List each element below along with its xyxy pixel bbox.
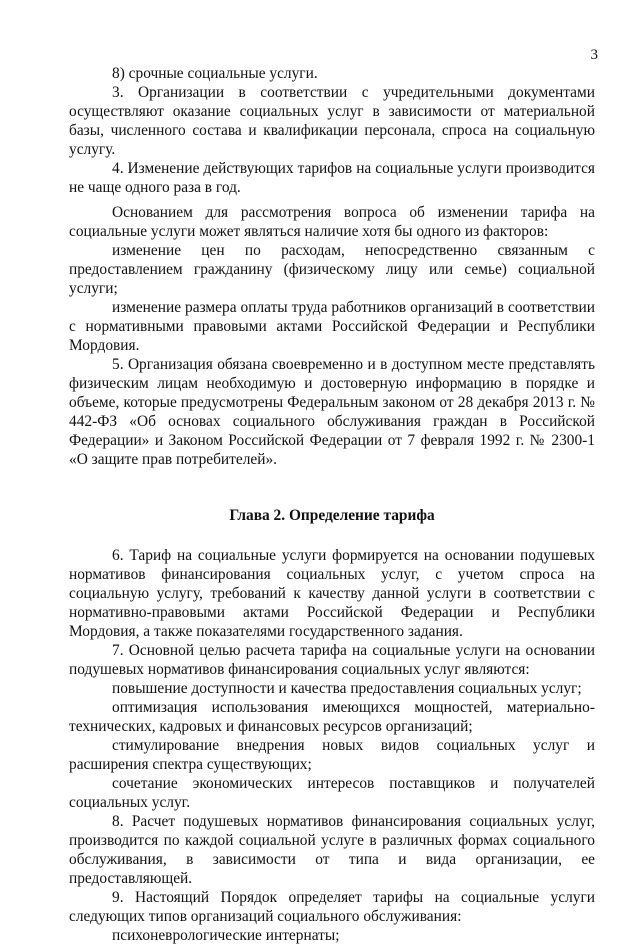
paragraph-goal-interests: сочетание экономических интересов поставщиков и получателей социальных услуг.: [69, 775, 595, 811]
page-number: 3: [590, 47, 598, 63]
document-body: [69, 64, 595, 945]
paragraph-item-8: 8) срочные социальные услуги.: [112, 65, 318, 82]
chapter-heading: Глава 2. Определение тарифа: [229, 507, 435, 524]
paragraph-section-7: 7. Основной целью расчета тарифа на социальные услуги на основании подушевых нормативов финансирования социальных услуг являются:: [69, 642, 595, 678]
paragraph-section-6: 6. Тариф на социальные услуги формируется на основании подушевых нормативов финансирования социальных услуг, с учетом спроса на социальную услугу, требований к качеству данной услуги в соответствии с нормативно-правовыми актами Российской Федерации и Республики Мордовия, а также показателями государственного задания.: [69, 547, 595, 640]
paragraph-section-3: 3. Организации в соответствии с учредительными документами осуществляют оказание социальных услуг в зависимости от материальной базы, численного состава и квалификации персонала, спроса на социальную услугу.: [69, 84, 595, 158]
paragraph-factor-prices: изменение цен по расходам, непосредственно связанным с предоставлением гражданину (физическому лицу или семье) социальной услуги;: [69, 242, 595, 297]
paragraph-grounds: Основанием для рассмотрения вопроса об изменении тарифа на социальные услуги может являться наличие хотя бы одного из факторов:: [69, 204, 595, 240]
paragraph-goal-accessibility: повышение доступности и качества предоставления социальных услуг;: [112, 680, 582, 697]
paragraph-section-4: 4. Изменение действующих тарифов на социальные услуги производится не чаще одного раза в год.: [69, 160, 595, 196]
paragraph-organization-type: психоневрологические интернаты;: [112, 927, 340, 944]
paragraph-goal-stimulation: стимулирование внедрения новых видов социальных услуг и расширения спектра существующих;: [69, 737, 595, 773]
paragraph-section-5: 5. Организация обязана своевременно и в доступном месте представлять физическим лицам необходимую и достоверную информацию в порядке и объеме, которые предусмотрены Федеральным законом от 28 декабря 2013 г. № 442-ФЗ «Об основах социального обслуживания граждан в Российской Федерации» и Законом Российской Федерации от 7 февраля 1992 г. № 2300-1 «О защите прав потребителей».: [69, 356, 595, 468]
paragraph-section-8: 8. Расчет подушевых нормативов финансирования социальных услуг, производится по каждой социальной услуге в различных формах социального обслуживания, в зависимости от типа и вида организации, ее предоставляющей.: [69, 813, 595, 887]
paragraph-factor-wages: изменение размера оплаты труда работников организаций в соответствии с нормативными правовыми актами Российской Федерации и Республики Мордовия.: [69, 299, 595, 354]
paragraph-section-9: 9. Настоящий Порядок определяет тарифы на социальные услуги следующих типов организаций социального обслуживания:: [69, 889, 595, 925]
paragraph-goal-optimization: оптимизация использования имеющихся мощностей, материально-технических, кадровых и финансовых ресурсов организаций;: [69, 699, 595, 735]
